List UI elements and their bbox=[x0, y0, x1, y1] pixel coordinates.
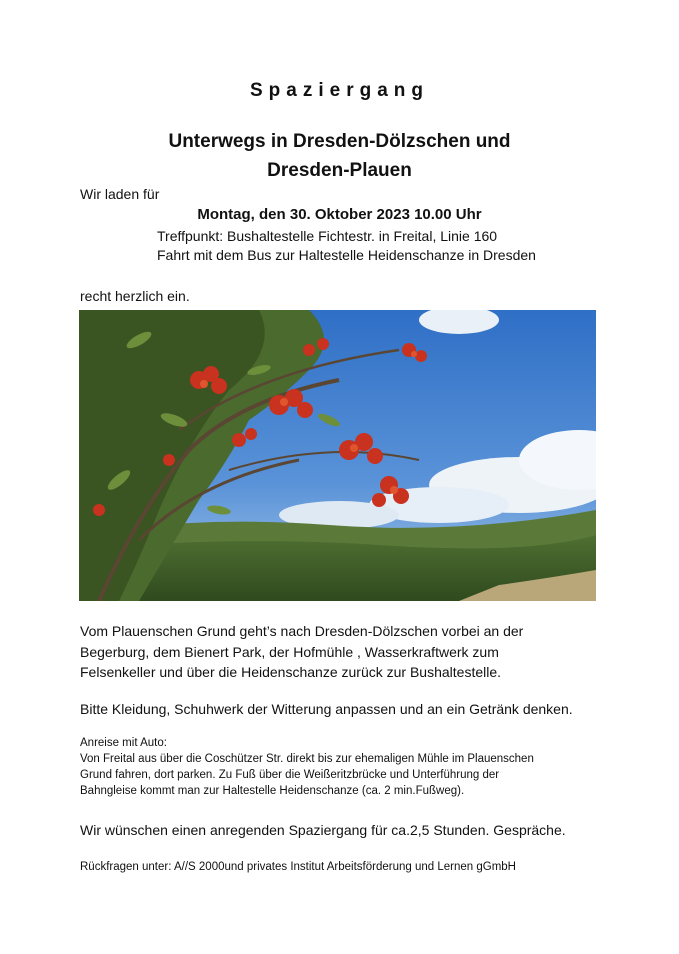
subtitle-line-2: Dresden-Plauen bbox=[267, 160, 412, 181]
bus-ride: Fahrt mit dem Bus zur Haltestelle Heidenschanze in Dresden bbox=[157, 247, 536, 263]
closing-wish: Wir wünschen einen anregenden Spaziergang für ca.2,5 Stunden. Gespräche. bbox=[80, 822, 566, 838]
car-directions-line-1: Von Freital aus über die Coschützer Str. direkt bis zur ehemaligen Mühle im Plauenschen bbox=[80, 753, 534, 765]
invite-outro: recht herzlich ein. bbox=[80, 288, 190, 304]
rowan-berries-photo bbox=[79, 310, 596, 601]
subtitle-line-1: Unterwegs in Dresden-Dölzschen und bbox=[168, 131, 511, 152]
date-time: Montag, den 30. Oktober 2023 10.00 Uhr bbox=[197, 206, 482, 223]
car-directions-line-3: Bahngleise kommt man zur Haltestelle Heidenschanze (ca. 2 min.Fußweg). bbox=[80, 785, 465, 797]
route-line-2: Begerburg, dem Bienert Park, der Hofmühle , Wasserkraftwerk zum bbox=[80, 644, 499, 660]
heading: Spaziergang bbox=[250, 80, 429, 101]
clothing-note: Bitte Kleidung, Schuhwerk der Witterung anpassen und an ein Getränk denken. bbox=[80, 701, 573, 717]
car-heading: Anreise mit Auto: bbox=[80, 737, 167, 749]
meeting-point: Treffpunkt: Bushaltestelle Fichtestr. in Freital, Linie 160 bbox=[157, 228, 498, 244]
route-line-1: Vom Plauenschen Grund geht’s nach Dresden-Dölzschen vorbei an der bbox=[80, 623, 524, 639]
car-directions-line-2: Grund fahren, dort parken. Zu Fuß über die Weißeritzbrücke und Unterführung der bbox=[80, 769, 500, 781]
contact-line: Rückfragen unter: A//S 2000und privates Institut Arbeitsförderung und Lernen gGmbH bbox=[80, 861, 516, 873]
route-line-3: Felsenkeller und über die Heidenschanze zurück zur Bushaltestelle. bbox=[80, 664, 502, 680]
invite-intro: Wir laden für bbox=[80, 186, 160, 202]
